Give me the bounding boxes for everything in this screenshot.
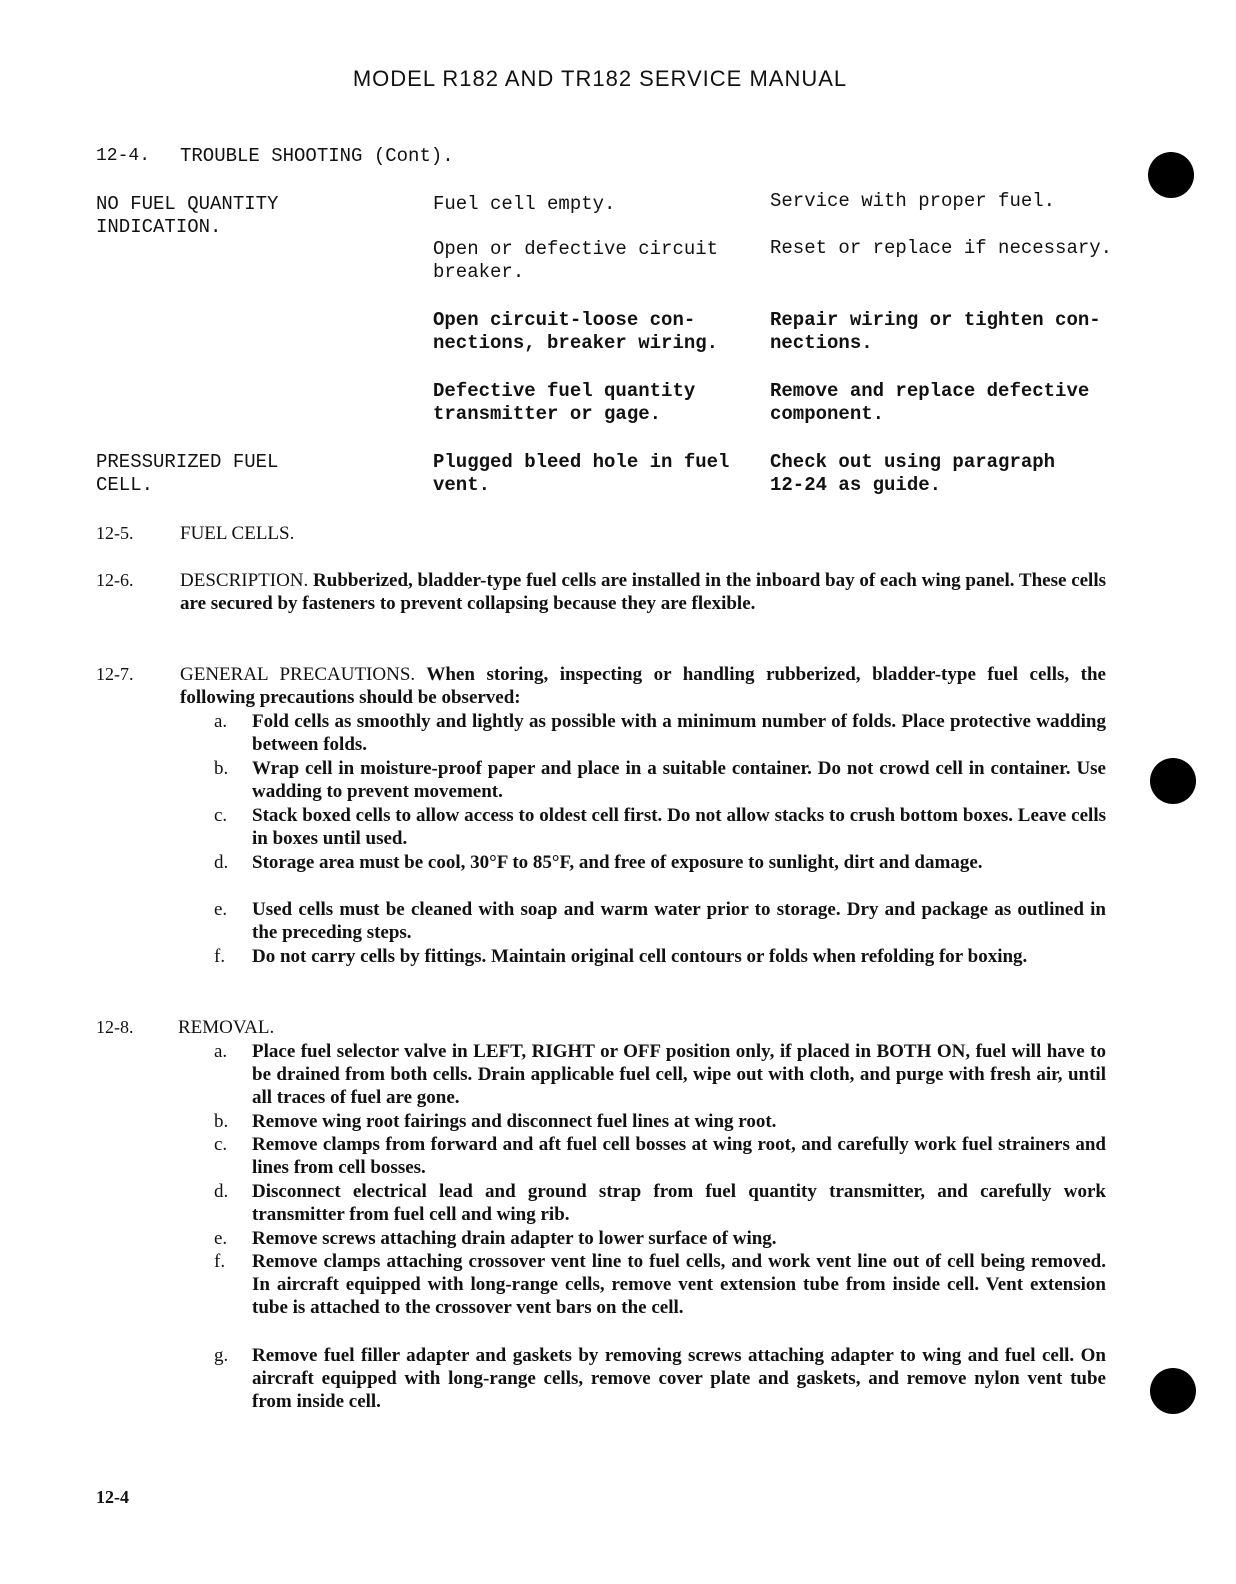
list-letter: b.: [214, 758, 229, 779]
section-number: 12-6.: [96, 570, 134, 590]
section-heading: FUEL CELLS.: [180, 523, 295, 544]
list-text: Place fuel selector valve in LEFT, RIGHT or OFF position only, if placed in BOTH ON, fuel will have to be drained from both cells. Drain applicable fuel cell, wipe out with cloth, and purge with fresh air, until all traces of fuel are gone.: [252, 1041, 1106, 1108]
list-text: Do not carry cells by fittings. Maintain original cell contours or folds when refolding for boxing.: [252, 946, 1028, 967]
list-letter: c.: [214, 1134, 228, 1155]
list-letter: a.: [214, 1041, 228, 1062]
list-text: Remove clamps attaching crossover vent line to fuel cells, and work vent line out of cell being removed. In aircraft equipped with long-range cells, remove vent extension tube from inside cell. Vent extension tube is attached to the crossover vent bars on the cell.: [252, 1251, 1106, 1318]
list-letter: f.: [214, 1251, 226, 1272]
punch-hole-bottom: [1150, 1368, 1196, 1414]
cause-cell: Open or defective circuit breaker.: [433, 238, 719, 283]
section-heading: REMOVAL.: [178, 1017, 275, 1038]
list-letter: d.: [214, 852, 229, 873]
description-paragraph: [180, 569, 1106, 615]
list-text: Storage area must be cool, 30°F to 85°F, and free of exposure to sunlight, dirt and damage.: [252, 852, 983, 873]
page-number: 12-4: [96, 1487, 129, 1507]
punch-hole-top: [1148, 152, 1194, 198]
section-number: 12-5.: [96, 523, 134, 543]
section-number: 12-8.: [96, 1017, 134, 1037]
trouble-cell: PRESSURIZED FUEL CELL.: [96, 451, 279, 496]
list-text: Remove fuel filler adapter and gaskets by removing screws attaching adapter to wing and fuel cell. On aircraft equipped with long-range cells, remove cover plate and gaskets, and remove nylon vent tube from inside cell.: [252, 1345, 1106, 1412]
list-letter: a.: [214, 711, 228, 732]
description-text: Rubberized, bladder-type fuel cells are installed in the inboard bay of each wing panel. These cells are secured by fasteners to prevent collapsing because they are flexible.: [180, 570, 1107, 614]
list-text: Remove screws attaching drain adapter to lower surface of wing.: [252, 1228, 777, 1249]
remedy-cell: Remove and replace defective component.: [770, 380, 1090, 425]
cause-cell: Fuel cell empty.: [433, 193, 616, 215]
page-header: MODEL R182 AND TR182 SERVICE MANUAL: [352, 66, 848, 91]
remedy-cell: Service with proper fuel.: [770, 190, 1056, 212]
section-heading: DESCRIPTION.: [180, 570, 309, 591]
list-letter: d.: [214, 1181, 229, 1202]
precautions-intro: [180, 663, 1106, 709]
cause-cell: Plugged bleed hole in fuel vent.: [433, 451, 730, 496]
list-letter: b.: [214, 1111, 229, 1132]
list-text: Used cells must be cleaned with soap and warm water prior to storage. Dry and package as outlined in the preceding steps.: [252, 899, 1106, 943]
cause-cell: Open circuit-loose con- nections, breaker wiring.: [433, 309, 719, 354]
list-text: Remove clamps from forward and aft fuel cell bosses at wing root, and carefully work fuel strainers and lines from cell bosses.: [252, 1134, 1106, 1178]
list-letter: c.: [214, 805, 228, 826]
punch-hole-middle: [1150, 758, 1196, 804]
cause-cell: Defective fuel quantity transmitter or gage.: [433, 380, 696, 425]
list-letter: e.: [214, 1228, 228, 1249]
remedy-cell: Reset or replace if necessary.: [770, 237, 1113, 259]
section-number: 12-7.: [96, 664, 134, 684]
list-text: Fold cells as smoothly and lightly as possible with a minimum number of folds. Place protective wadding between folds.: [252, 711, 1106, 755]
trouble-cell: NO FUEL QUANTITY INDICATION.: [96, 193, 279, 238]
list-letter: f.: [214, 946, 226, 967]
list-text: Disconnect electrical lead and ground strap from fuel quantity transmitter, and carefully work transmitter from fuel cell and wing rib.: [252, 1181, 1106, 1225]
precautions-intro-text: When storing, inspecting or handling rubberized, bladder-type fuel cells, the following precautions should be observed:: [180, 664, 1106, 708]
section-heading: TROUBLE SHOOTING (Cont).: [180, 145, 454, 167]
list-text: Remove wing root fairings and disconnect fuel lines at wing root.: [252, 1111, 777, 1132]
list-letter: g.: [214, 1345, 229, 1366]
list-letter: e.: [214, 899, 228, 920]
list-text: Stack boxed cells to allow access to oldest cell first. Do not allow stacks to crush bottom boxes. Leave cells in boxes until used.: [252, 805, 1106, 849]
remedy-cell: Repair wiring or tighten con- nections.: [770, 309, 1101, 354]
remedy-cell: Check out using paragraph 12-24 as guide.: [770, 451, 1056, 496]
section-number: 12-4.: [96, 146, 151, 166]
list-text: Wrap cell in moisture-proof paper and place in a suitable container. Do not crowd cell in container. Use wadding to prevent movement.: [252, 758, 1106, 802]
section-heading: GENERAL PRECAUTIONS.: [180, 664, 416, 685]
